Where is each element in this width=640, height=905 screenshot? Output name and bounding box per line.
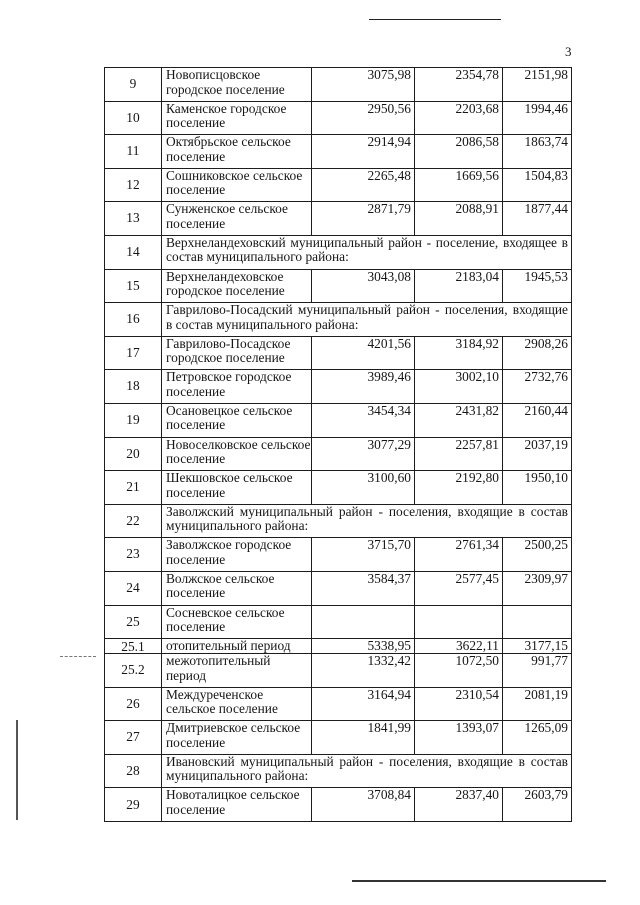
table-row — [105, 471, 572, 505]
settlement-name: Заволжское городское поселение — [162, 538, 312, 572]
table-row — [105, 654, 572, 688]
value-col-2 — [415, 605, 503, 639]
district-header-row — [105, 754, 572, 788]
table-row — [105, 788, 572, 822]
table-row — [105, 68, 572, 102]
table-row — [105, 101, 572, 135]
settlement-name: Волжское сельское поселение — [162, 571, 312, 605]
value-col-2: 2310,54 — [415, 687, 503, 721]
value-col-1: 3715,70 — [312, 538, 415, 572]
value-col-1: 1332,42 — [312, 654, 415, 688]
settlement-name: Осановецкое сельское поселение — [162, 403, 312, 437]
value-col-1: 3584,37 — [312, 571, 415, 605]
district-header-row — [105, 504, 572, 538]
value-col-2: 2203,68 — [415, 101, 503, 135]
tariff-table — [104, 67, 572, 822]
value-col-3: 2151,98 — [503, 68, 572, 102]
value-col-1 — [312, 605, 415, 639]
value-col-3 — [503, 605, 572, 639]
settlement-name: Дмитриевское сельское поселение — [162, 721, 312, 755]
value-col-1: 3989,46 — [312, 370, 415, 404]
row-number: 23 — [105, 538, 162, 572]
row-number: 25.2 — [105, 654, 162, 688]
value-col-1: 1841,99 — [312, 721, 415, 755]
value-col-2: 2183,04 — [415, 269, 503, 303]
value-col-2: 2354,78 — [415, 68, 503, 102]
settlement-name: Каменское городское поселение — [162, 101, 312, 135]
settlement-name: Новописцовское городское поселение — [162, 68, 312, 102]
value-col-1: 2914,94 — [312, 135, 415, 169]
bottom-rule — [352, 880, 606, 882]
table-row — [105, 571, 572, 605]
settlement-name: Сошниковское сельское поселение — [162, 168, 312, 202]
settlement-name: Сосневское сельское поселение — [162, 605, 312, 639]
value-col-3: 1504,83 — [503, 168, 572, 202]
row-number: 20 — [105, 437, 162, 471]
page-number: 3 — [565, 44, 572, 59]
row-number: 25.1 — [105, 639, 162, 654]
table-row — [105, 269, 572, 303]
row-number: 21 — [105, 471, 162, 505]
row-number: 27 — [105, 721, 162, 755]
table-row — [105, 168, 572, 202]
value-col-3: 1950,10 — [503, 471, 572, 505]
value-col-3: 3177,15 — [503, 639, 572, 654]
district-name: Ивановский муниципальный район - поселения, входящие в состав муниципального района: — [162, 754, 572, 788]
value-col-3: 2081,19 — [503, 687, 572, 721]
value-col-2: 3002,10 — [415, 370, 503, 404]
value-col-2: 1669,56 — [415, 168, 503, 202]
row-number: 13 — [105, 202, 162, 236]
row-number: 10 — [105, 101, 162, 135]
row-number: 11 — [105, 135, 162, 169]
row-number: 22 — [105, 504, 162, 538]
row-number: 14 — [105, 235, 162, 269]
row-number: 28 — [105, 754, 162, 788]
table-row — [105, 437, 572, 471]
settlement-name: отопительный период — [162, 639, 312, 654]
table-row — [105, 721, 572, 755]
settlement-name: Сунженское сельское поселение — [162, 202, 312, 236]
value-col-2: 2577,45 — [415, 571, 503, 605]
value-col-2: 1393,07 — [415, 721, 503, 755]
value-col-3: 2908,26 — [503, 336, 572, 370]
table-row — [105, 605, 572, 639]
settlement-name: Верхнеландеховское городское поселение — [162, 269, 312, 303]
district-header-row — [105, 303, 572, 337]
row-number: 17 — [105, 336, 162, 370]
value-col-3: 1265,09 — [503, 721, 572, 755]
value-col-1: 3708,84 — [312, 788, 415, 822]
row-number: 26 — [105, 687, 162, 721]
settlement-name: Новоталицкое сельское поселение — [162, 788, 312, 822]
settlement-name: Междуреченское сельское поселение — [162, 687, 312, 721]
value-col-1: 2871,79 — [312, 202, 415, 236]
value-col-1: 3164,94 — [312, 687, 415, 721]
district-name: Заволжский муниципальный район - поселения, входящие в состав муниципального района: — [162, 504, 572, 538]
value-col-2: 2837,40 — [415, 788, 503, 822]
value-col-2: 2761,34 — [415, 538, 503, 572]
value-col-2: 3184,92 — [415, 336, 503, 370]
value-col-3: 1945,53 — [503, 269, 572, 303]
district-name: Верхнеландеховский муниципальный район - поселение, входящее в состав муниципального района: — [162, 235, 572, 269]
district-header-row — [105, 235, 572, 269]
value-col-1: 3100,60 — [312, 471, 415, 505]
value-col-2: 2192,80 — [415, 471, 503, 505]
value-col-3: 2732,76 — [503, 370, 572, 404]
table-row — [105, 403, 572, 437]
scan-margin-mark — [16, 720, 18, 820]
settlement-name: Петровское городское поселение — [162, 370, 312, 404]
tariff-table-body — [105, 68, 572, 822]
value-col-2: 2257,81 — [415, 437, 503, 471]
table-row — [105, 639, 572, 654]
settlement-name: Гаврилово-Посадское городское поселение — [162, 336, 312, 370]
value-col-2: 1072,50 — [415, 654, 503, 688]
row-number: 12 — [105, 168, 162, 202]
table-row — [105, 202, 572, 236]
value-col-1: 2950,56 — [312, 101, 415, 135]
settlement-name: Шекшовское сельское поселение — [162, 471, 312, 505]
scan-dash-mark — [60, 656, 96, 657]
row-number: 24 — [105, 571, 162, 605]
value-col-3: 991,77 — [503, 654, 572, 688]
table-row — [105, 135, 572, 169]
top-rule — [369, 19, 501, 20]
value-col-2: 2088,91 — [415, 202, 503, 236]
settlement-name: Октябрьское сельское поселение — [162, 135, 312, 169]
row-number: 19 — [105, 403, 162, 437]
value-col-3: 2603,79 — [503, 788, 572, 822]
value-col-1: 3077,29 — [312, 437, 415, 471]
value-col-2: 3622,11 — [415, 639, 503, 654]
settlement-name: межотопительный период — [162, 654, 312, 688]
row-number: 15 — [105, 269, 162, 303]
value-col-3: 1994,46 — [503, 101, 572, 135]
row-number: 9 — [105, 68, 162, 102]
table-row — [105, 687, 572, 721]
value-col-2: 2086,58 — [415, 135, 503, 169]
value-col-3: 2160,44 — [503, 403, 572, 437]
table-row — [105, 538, 572, 572]
row-number: 16 — [105, 303, 162, 337]
value-col-3: 1863,74 — [503, 135, 572, 169]
value-col-1: 5338,95 — [312, 639, 415, 654]
value-col-3: 1877,44 — [503, 202, 572, 236]
value-col-3: 2309,97 — [503, 571, 572, 605]
row-number: 25 — [105, 605, 162, 639]
value-col-1: 3075,98 — [312, 68, 415, 102]
table-row — [105, 336, 572, 370]
value-col-3: 2037,19 — [503, 437, 572, 471]
district-name: Гаврилово-Посадский муниципальный район - поселения, входящие в состав муниципального района: — [162, 303, 572, 337]
value-col-1: 2265,48 — [312, 168, 415, 202]
value-col-1: 3043,08 — [312, 269, 415, 303]
value-col-1: 4201,56 — [312, 336, 415, 370]
table-row — [105, 370, 572, 404]
value-col-3: 2500,25 — [503, 538, 572, 572]
value-col-2: 2431,82 — [415, 403, 503, 437]
value-col-1: 3454,34 — [312, 403, 415, 437]
row-number: 29 — [105, 788, 162, 822]
settlement-name: Новоселковское сельское поселение — [162, 437, 312, 471]
row-number: 18 — [105, 370, 162, 404]
